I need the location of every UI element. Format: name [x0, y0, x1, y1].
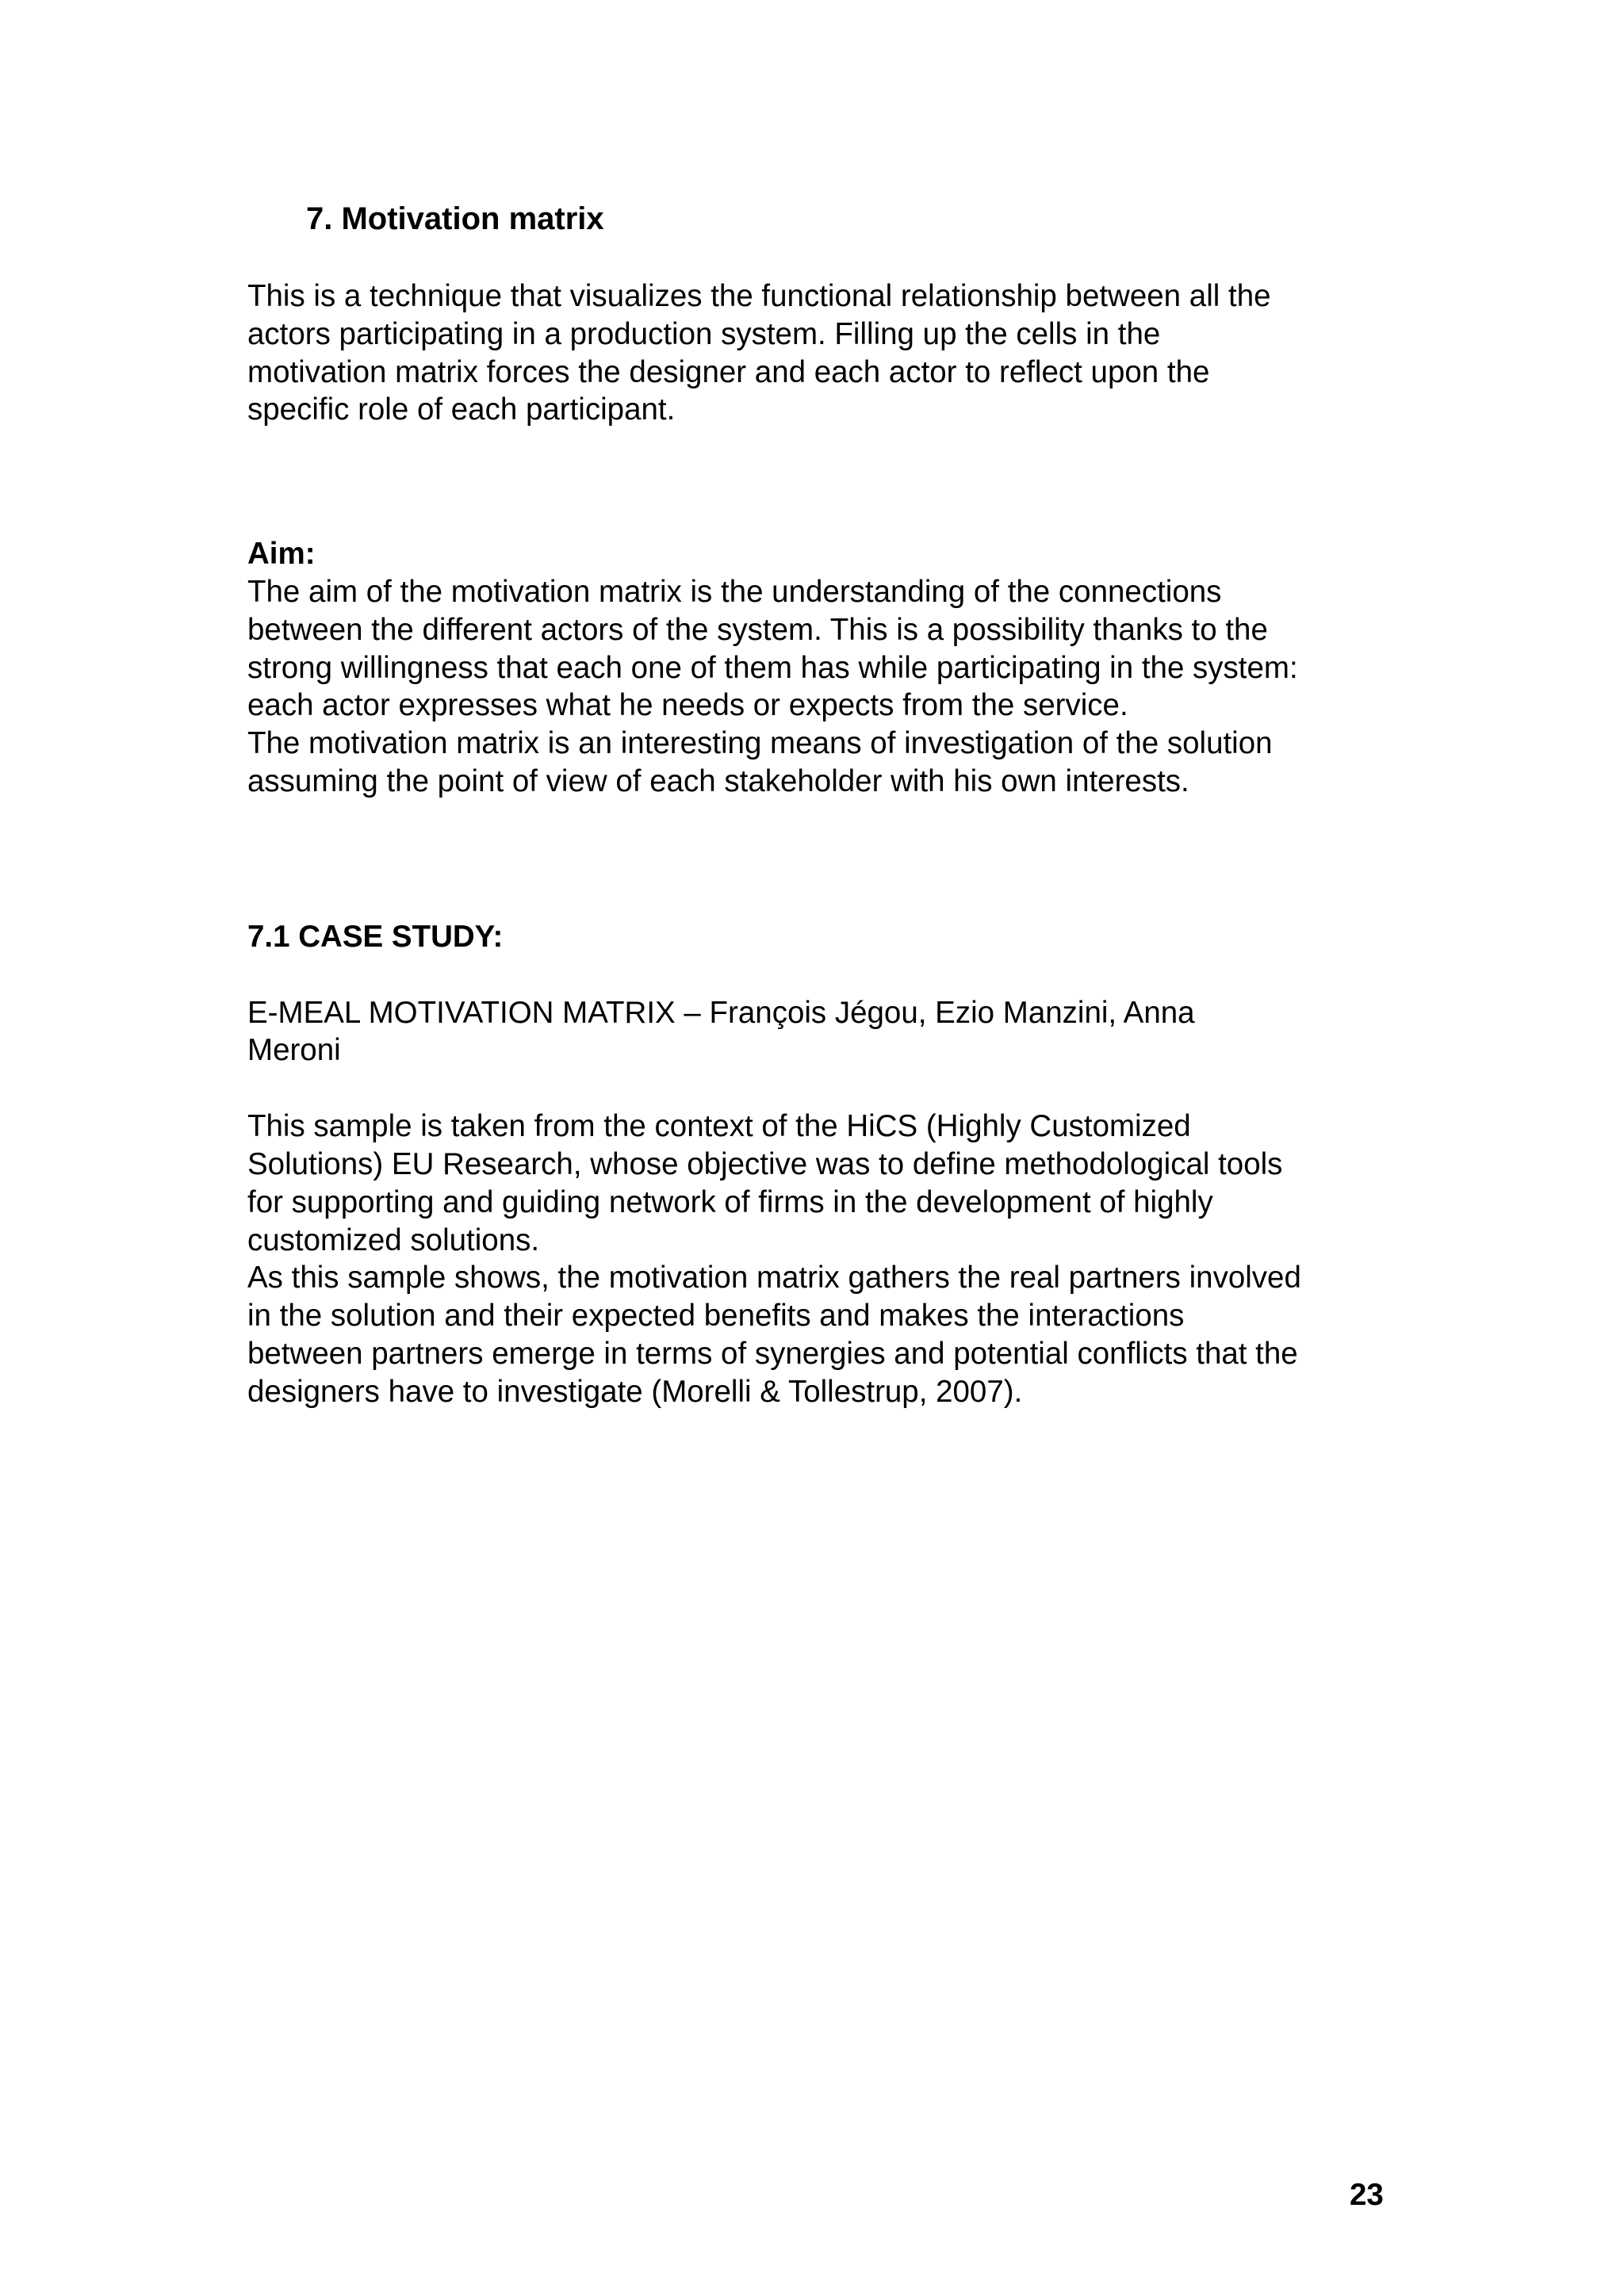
text-line: Solutions) EU Research, whose objective was to define methodological tools [247, 1146, 1283, 1181]
text-line: E-MEAL MOTIVATION MATRIX – François Jégou, Ezio Manzini, Anna [247, 995, 1195, 1030]
case-study-body [247, 1108, 1389, 1410]
text-line: motivation matrix forces the designer and each actor to reflect upon the [247, 354, 1210, 389]
case-study-title [247, 994, 1389, 1070]
text-line: Meroni [247, 1033, 341, 1068]
text-line: This sample is taken from the context of the HiCS (Highly Customized [247, 1109, 1191, 1144]
text-line: strong willingness that each one of them has while participating in the system: [247, 650, 1298, 685]
page-number: 23 [1350, 2178, 1384, 2212]
text-line: between partners emerge in terms of synergies and potential conflicts that the [247, 1336, 1298, 1371]
text-line: for supporting and guiding network of firms in the development of highly [247, 1184, 1213, 1219]
document-page [247, 197, 1389, 1411]
text-line: actors participating in a production system. Filling up the cells in the [247, 316, 1161, 351]
aim-paragraph [247, 573, 1389, 801]
text-line: between the different actors of the system. This is a possibility thanks to the [247, 612, 1268, 647]
case-study-heading: 7.1 CASE STUDY: [247, 919, 504, 954]
text-line: specific role of each participant. [247, 392, 676, 427]
section-title: 7. Motivation matrix [306, 201, 604, 236]
text-line: This is a technique that visualizes the functional relationship between all the [247, 279, 1271, 313]
text-line: assuming the point of view of each stakeholder with his own interests. [247, 763, 1189, 798]
intro-paragraph [247, 277, 1389, 429]
aim-heading: Aim: [247, 537, 316, 572]
text-line: designers have to investigate (Morelli & Tollestrup, 2007). [247, 1374, 1023, 1409]
text-line: each actor expresses what he needs or expects from the service. [247, 688, 1128, 723]
text-line: customized solutions. [247, 1223, 540, 1257]
text-line: The aim of the motivation matrix is the understanding of the connections [247, 574, 1222, 609]
text-line: As this sample shows, the motivation matrix gathers the real partners involved [247, 1261, 1301, 1295]
text-line: in the solution and their expected benefits and makes the interactions [247, 1299, 1185, 1334]
text-line: The motivation matrix is an interesting means of investigation of the solution [247, 726, 1273, 761]
